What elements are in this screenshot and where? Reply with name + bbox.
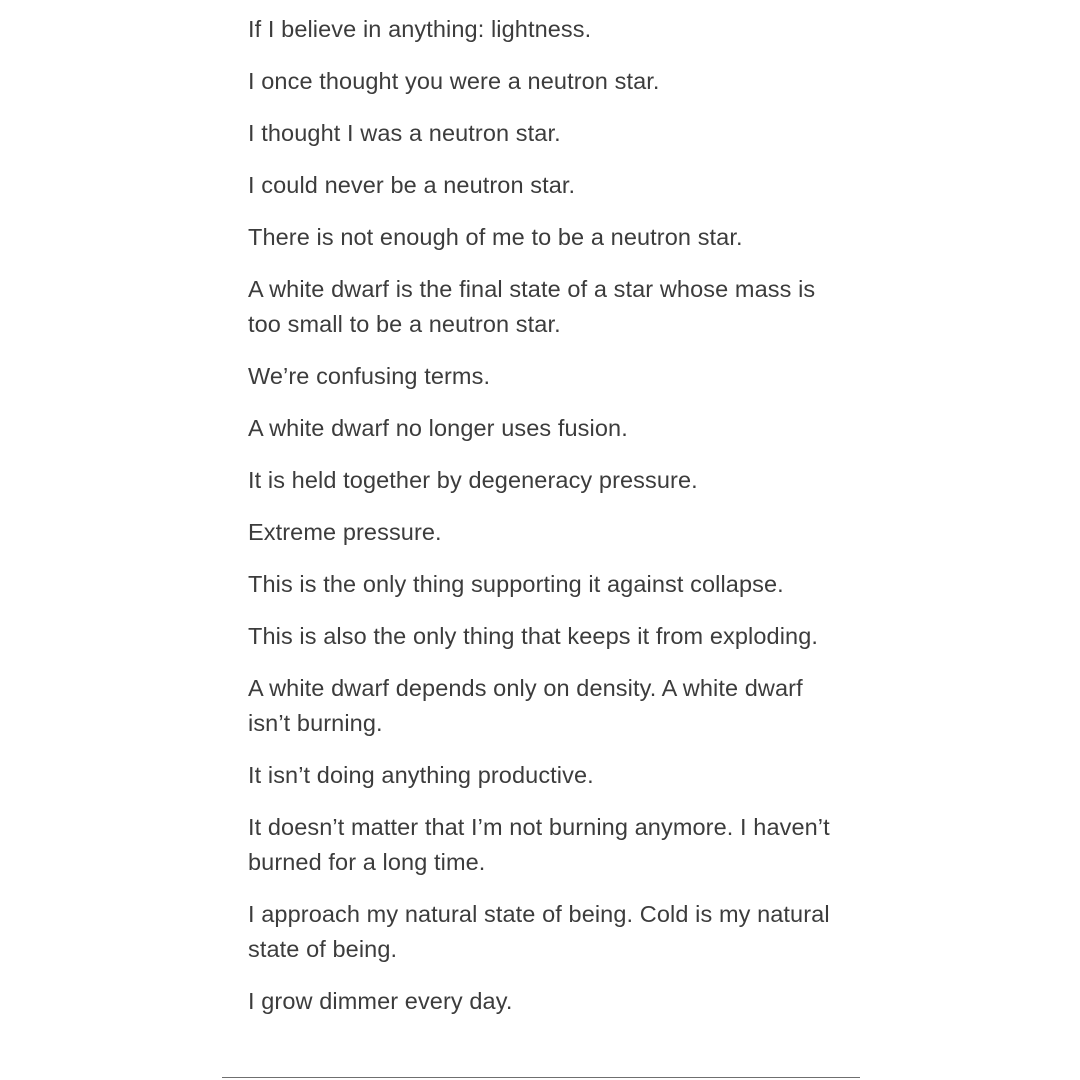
paragraph: I grow dimmer every day. xyxy=(248,988,513,1014)
paragraph: Extreme pressure. xyxy=(248,519,442,545)
paragraph: There is not enough of me to be a neutron star. xyxy=(248,224,743,250)
paragraph: If I believe in anything: lightness. xyxy=(248,16,592,42)
paragraph: I could never be a neutron star. xyxy=(248,172,576,198)
paragraph: It doesn’t matter that I’m not burning anymore. I haven’t burned for a long time. xyxy=(248,814,830,875)
poem-text xyxy=(248,12,848,1036)
paragraph: This is also the only thing that keeps it from exploding. xyxy=(248,623,818,649)
paragraph: I approach my natural state of being. Cold is my natural state of being. xyxy=(248,901,830,962)
paragraph: A white dwarf depends only on density. A white dwarf isn’t burning. xyxy=(248,675,803,736)
paragraph: It is held together by degeneracy pressure. xyxy=(248,467,698,493)
paragraph: It isn’t doing anything productive. xyxy=(248,762,594,788)
paragraph: A white dwarf no longer uses fusion. xyxy=(248,415,628,441)
paragraph: A white dwarf is the final state of a star whose mass is too small to be a neutron star. xyxy=(248,276,816,337)
paragraph: I once thought you were a neutron star. xyxy=(248,68,660,94)
paragraph: I thought I was a neutron star. xyxy=(248,120,561,146)
divider xyxy=(222,1077,860,1078)
paragraph: This is the only thing supporting it against collapse. xyxy=(248,571,784,597)
paragraph: We’re confusing terms. xyxy=(248,363,491,389)
